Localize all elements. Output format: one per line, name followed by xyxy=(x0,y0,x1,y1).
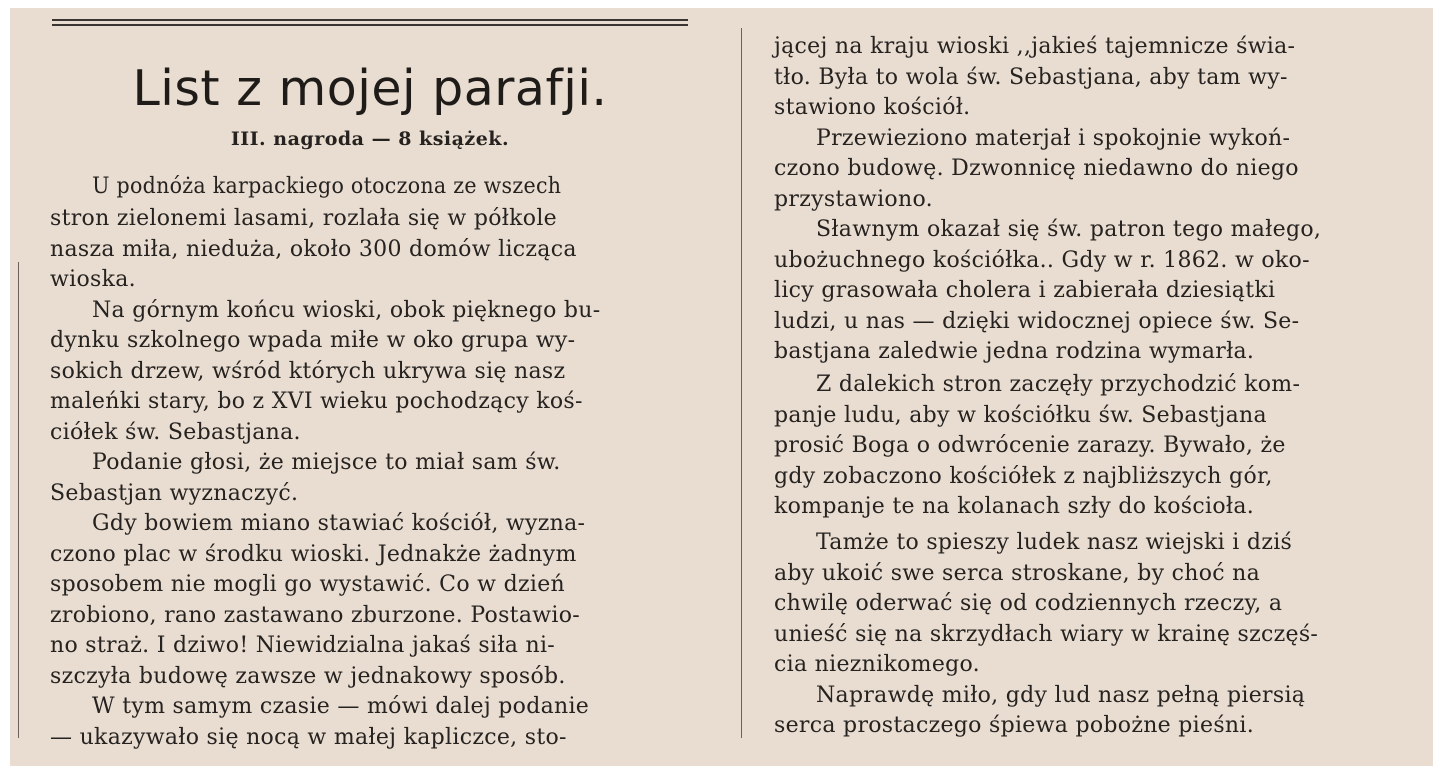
paragraph-line: czono plac w środku wioski. Jednakże żadnym xyxy=(50,542,577,567)
paragraph-line: cia nieznikomego. xyxy=(774,652,980,677)
paragraph-line: licy grasowała cholera i zabierała dziesiątki xyxy=(774,278,1276,303)
paragraph-line: stawiono kościół. xyxy=(774,95,971,120)
paragraph-line: kompanje te na kolanach szły do kościoła. xyxy=(774,494,1255,519)
paragraph-line: Z dalekich stron zaczęły przychodzić kom- xyxy=(816,372,1301,397)
paragraph-line: nasza miła, nieduża, około 300 domów licząca xyxy=(50,237,577,262)
paragraph-line: dynku szkolnego wpada miłe w oko grupa wy- xyxy=(50,328,576,353)
article-title: List z mojej parafji. xyxy=(132,60,608,117)
paragraph-line: Naprawdę miło, gdy lud nasz pełną piersią xyxy=(816,683,1306,708)
column-divider xyxy=(741,28,742,738)
paragraph-line: tło. Była to wola św. Sebastjana, aby tam wy- xyxy=(774,65,1288,90)
paragraph-line: wioska. xyxy=(50,267,136,292)
article-subtitle: III. nagroda — 8 książek. xyxy=(230,128,510,150)
paragraph-line: Sebastjan wyznaczyć. xyxy=(50,481,299,506)
paragraph-line: no straż. I dziwo! Niewidzialna jakaś siła ni- xyxy=(50,633,556,658)
paragraph-line: serca prostaczego śpiewa pobożne pieśni. xyxy=(774,713,1255,738)
paragraph-line: maleńki stary, bo z XVI wieku pochodzący koś- xyxy=(50,389,583,414)
paragraph-line: aby ukoić swe serca stroskane, by choć na xyxy=(774,561,1261,586)
paragraph-line: — ukazywało się nocą w małej kapliczce, sto- xyxy=(50,725,567,750)
paragraph-line: gdy zobaczono kościółek z najbliższych gór, xyxy=(774,464,1273,489)
paragraph-line: U podnóża karpackiego otoczona ze wszech xyxy=(92,174,562,199)
paragraph-line: Na górnym końcu wioski, obok pięknego bu- xyxy=(92,298,601,323)
paragraph-line: Przewieziono materjał i spokojnie wykoń- xyxy=(816,126,1291,151)
paragraph-line: unieść się na skrzydłach wiary w krainę szczęś- xyxy=(774,622,1319,647)
paragraph-line: stron zielonemi lasami, rozlała się w półkole xyxy=(50,206,558,231)
paragraph-line: jącej na kraju wioski ,,jakieś tajemnicze świa- xyxy=(774,34,1296,59)
paragraph-line: zrobiono, rano zastawano zburzone. Postawio- xyxy=(50,603,580,628)
paragraph-line: czono budowę. Dzwonnicę niedawno do niego xyxy=(774,156,1299,181)
paragraph-line: Tamże to spieszy ludek nasz wiejski i dziś xyxy=(816,530,1293,555)
paragraph-line: W tym samym czasie — mówi dalej podanie xyxy=(92,694,590,719)
paragraph-line: ciółek św. Sebastjana. xyxy=(50,420,301,445)
left-edge-rule xyxy=(18,262,19,738)
paragraph-line: chwilę oderwać się od codziennych rzeczy, a xyxy=(774,591,1283,616)
paragraph-line: panje ludu, aby w kościółku św. Sebastjana xyxy=(774,403,1267,428)
paragraph-line: szczyła budowę zawsze w jednakowy sposób. xyxy=(50,664,566,689)
paragraph-line: przystawiono. xyxy=(774,187,933,212)
paragraph-line: Podanie głosi, że miejsce to miał sam św. xyxy=(92,450,561,475)
paragraph-line: Gdy bowiem miano stawiać kościół, wyzna- xyxy=(92,511,586,536)
paragraph-line: ludzi, u nas — dzięki widocznej opiece św. Se- xyxy=(774,309,1300,334)
paragraph-line: sokich drzew, wśród których ukrywa się nasz xyxy=(50,359,566,384)
paragraph-line: prosić Boga o odwrócenie zarazy. Bywało, że xyxy=(774,433,1286,458)
paragraph-line: sposobem nie mogli go wystawić. Co w dzień xyxy=(50,572,565,597)
paragraph-line: Sławnym okazał się św. patron tego małego, xyxy=(816,217,1322,242)
paragraph-line: ubożuchnego kościółka.. Gdy w r. 1862. w oko- xyxy=(774,248,1310,273)
paragraph-line: bastjana zaledwie jedna rodzina wymarła. xyxy=(774,339,1255,364)
newspaper-clipping xyxy=(10,8,1433,766)
double-top-rule xyxy=(52,19,688,26)
